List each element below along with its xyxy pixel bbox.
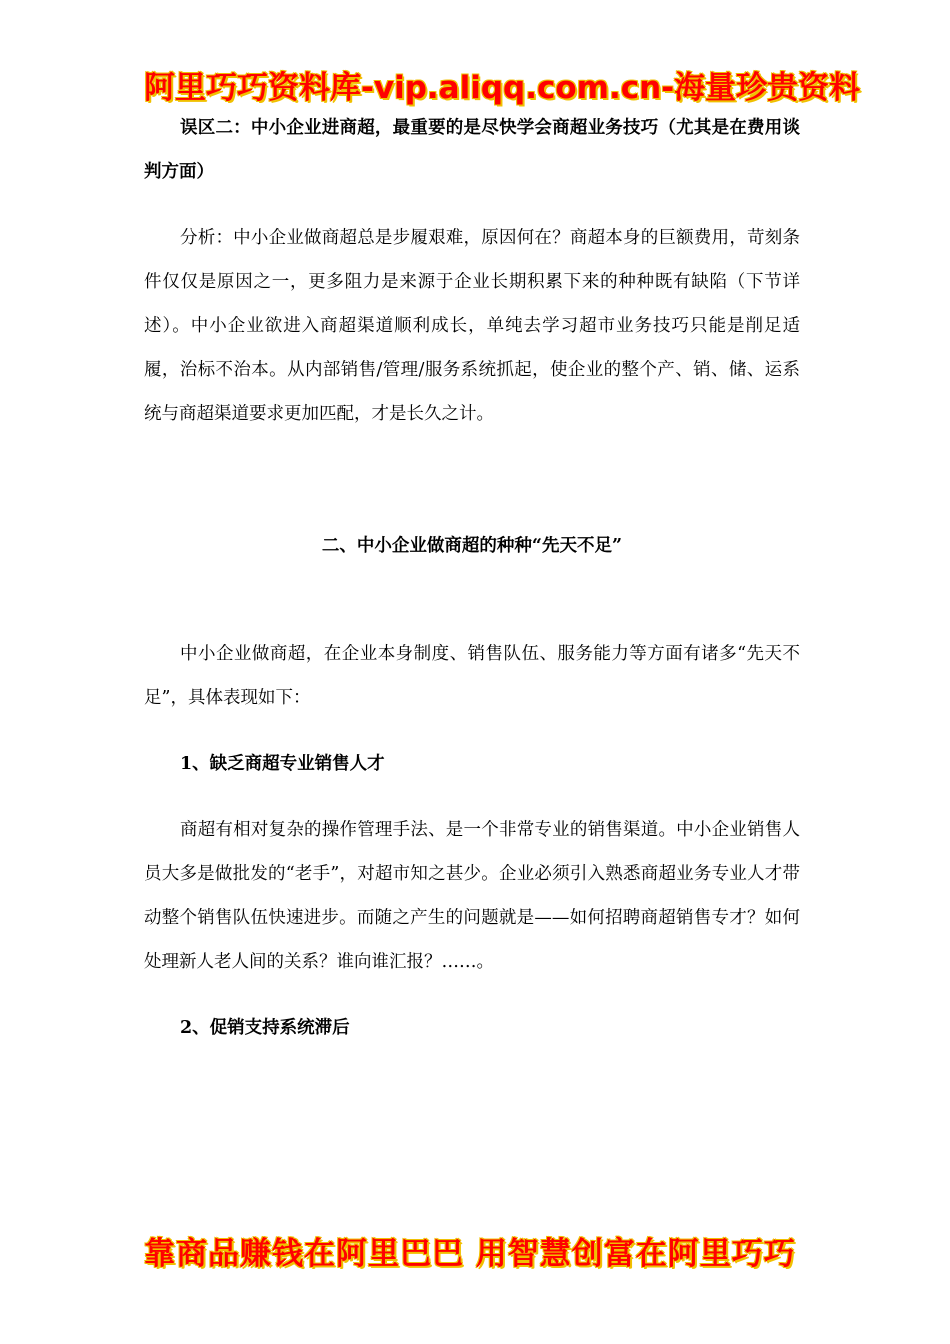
- item1-body: 商超有相对复杂的操作管理手法、是一个非常专业的销售渠道。中小企业销售人员大多是做批发的“老手”，对超市知之甚少。企业必须引入熟悉商超业务专业人才带动整个销售队伍快速进步。而随之产生的问题就是——如何招聘商超销售专才？如何处理新人老人间的关系？谁向谁汇报？……。: [144, 820, 800, 972]
- header-banner: 阿里巧巧资料库-vip.aliqq.com.cn-海量珍贵资料: [144, 70, 861, 106]
- item2-title: 2、促销支持系统滞后: [180, 1018, 350, 1038]
- section-intro: 中小企业做商超，在企业本身制度、销售队伍、服务能力等方面有诸多“先天不足”，具体表现如下：: [144, 644, 800, 708]
- item1-title: 1、缺乏商超专业销售人才: [180, 754, 385, 774]
- section-heading: 二、中小企业做商超的种种“先天不足”: [321, 536, 623, 556]
- footer-banner: 靠商品赚钱在阿里巴巴 用智慧创富在阿里巧巧: [144, 1236, 796, 1272]
- myth-title: 误区二：中小企业进商超，最重要的是尽快学会商超业务技巧（尤其是在费用谈判方面）: [144, 118, 800, 182]
- analysis-paragraph: 分析：中小企业做商超总是步履艰难，原因何在？商超本身的巨额费用，苛刻条件仅仅是原因之一，更多阻力是来源于企业长期积累下来的种种既有缺陷（下节详述）。中小企业欲进入商超渠道顺利成长，单纯去学习超市业务技巧只能是削足适履，治标不治本。从内部销售/管理/服务系统抓起，使企业的整个产、销、储、运系统与商超渠道要求更加匹配，才是长久之计。: [144, 228, 800, 424]
